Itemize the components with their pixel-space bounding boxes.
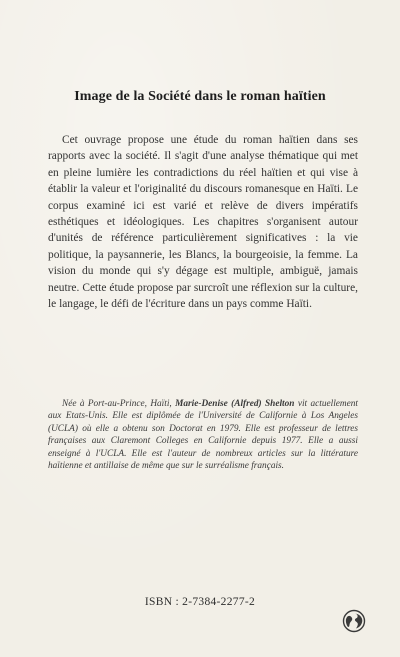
- author-bio: [48, 398, 358, 472]
- book-summary: Cet ouvrage propose une étude du roman haïtien dans ses rapports avec la société. Il s'agit d'une analyse thématique qui met en pleine lumière les contradictions du réel haïtien et qui vise à établir la valeur et l'originalité du discours romanesque en Haïti. Le corpus examiné ici est varié et relève de divers impératifs esthétiques et idéologiques. Les chapitres s'organisent autour d'unités de référence particulièrement significatives : la vie politique, la paysannerie, les Blancs, la bourgeoisie, la femme. La vision du monde qui s'y dégage est multiple, ambiguë, jamais neutre. Cette étude propose par surcroît une réflexion sur la culture, le langage, le défi de l'écriture dans un pays comme Haïti.: [48, 134, 358, 311]
- globe-icon: [342, 609, 366, 633]
- bio-rest: vit actuellement aux Etats-Unis. Elle est diplômée de l'Université de Californie à Los Angeles (UCLA) où elle a obtenu son Doctorat en 1979. Elle est professeur de lettres françaises aux Claremont Colleges en Californie depuis 1977. Elle a aussi enseigné à l'UCLA. Elle est l'auteur de nombreux articles sur la littérature haïtienne et antillaise de même que sur le surréalisme français.: [48, 399, 358, 472]
- author-name: Marie-Denise (Alfred) Shelton: [175, 399, 295, 409]
- isbn: ISBN : 2-7384-2277-2: [144, 596, 256, 608]
- book-title: Image de la Société dans le roman haïtien: [74, 89, 326, 104]
- bio-lead: Née à Port-au-Prince, Haïti,: [62, 399, 176, 409]
